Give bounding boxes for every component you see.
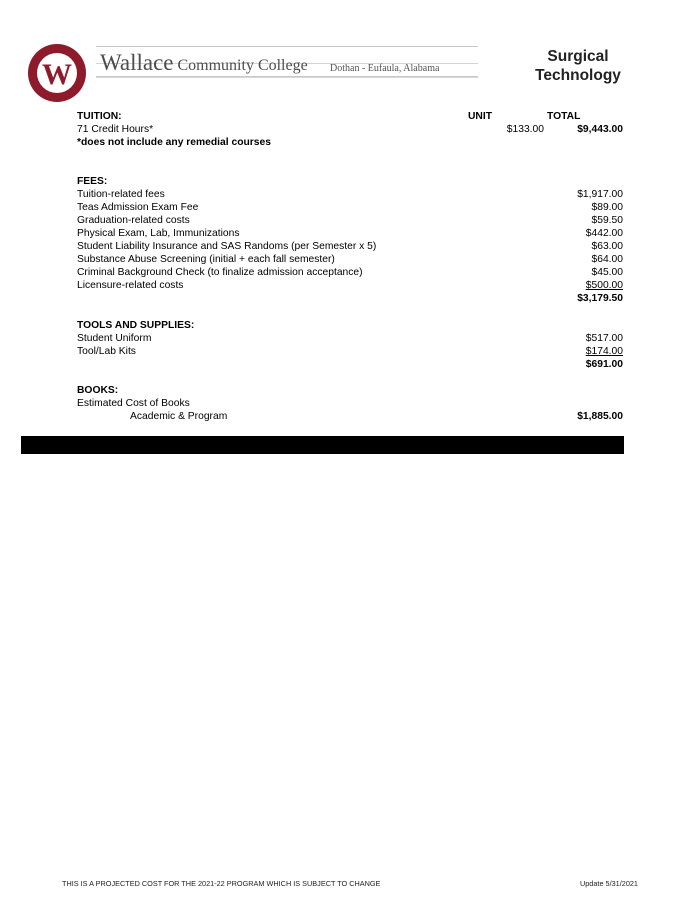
books-estimate-label: Estimated Cost of Books [77, 398, 190, 409]
fee-label: Criminal Background Check (to finalize admission acceptance) [77, 267, 363, 278]
svg-text:W: W [42, 58, 72, 91]
fee-label: Physical Exam, Lab, Immunizations [77, 228, 240, 239]
tools-subtotal: $691.00 [585, 359, 623, 370]
fee-amount: $63.00 [591, 241, 623, 252]
books-heading: BOOKS: [77, 385, 119, 396]
fee-amount: $442.00 [585, 228, 623, 239]
fee-amount: $59.50 [591, 215, 623, 226]
tuition-heading: TUITION: [77, 111, 122, 122]
credit-hours-label: 71 Credit Hours* [77, 124, 154, 135]
program-title: Surgical Technology [535, 48, 621, 84]
fee-label: Graduation-related costs [77, 215, 190, 226]
fee-amount: $89.00 [591, 202, 623, 213]
college-name: Wallace Community College [100, 50, 308, 75]
header-rule-top [96, 46, 478, 47]
total-column-header: TOTAL [547, 111, 581, 122]
tools-heading: TOOLS AND SUPPLIES: [77, 320, 195, 331]
tuition-total: $9,443.00 [577, 124, 623, 135]
fee-label: Teas Admission Exam Fee [77, 202, 199, 213]
tuition-note: *does not include any remedial courses [77, 137, 271, 148]
college-logo [28, 44, 86, 102]
fees-heading: FEES: [77, 176, 108, 187]
fee-amount: $64.00 [591, 254, 623, 265]
fee-label: Student Liability Insurance and SAS Randoms (per Semester x 5) [77, 241, 377, 252]
fee-label: Tuition-related fees [77, 189, 165, 200]
black-divider-bar [21, 436, 624, 454]
fees-subtotal: $3,179.50 [577, 293, 623, 304]
tools-item-amount: $174.00 [585, 346, 623, 357]
credit-hour-unit-cost: $133.00 [506, 124, 544, 135]
fee-amount: $45.00 [591, 267, 623, 278]
books-amount: $1,885.00 [577, 411, 623, 422]
fee-amount: $1,917.00 [577, 189, 623, 200]
footer-disclaimer: THIS IS A PROJECTED COST FOR THE 2021-22 PROGRAM WHICH IS SUBJECT TO CHANGE [62, 879, 381, 888]
tools-item-amount: $517.00 [585, 333, 623, 344]
header-rule-bottom [96, 76, 478, 78]
tools-item-label: Tool/Lab Kits [77, 346, 136, 357]
fee-amount: $500.00 [585, 280, 623, 291]
fee-label: Licensure-related costs [77, 280, 184, 291]
tools-item-label: Student Uniform [77, 333, 152, 344]
fee-label: Substance Abuse Screening (initial + each fall semester) [77, 254, 335, 265]
footer-update-date: Update 5/31/2021 [579, 879, 638, 888]
unit-column-header: UNIT [468, 111, 493, 122]
books-category-label: Academic & Program [130, 411, 228, 422]
college-location: Dothan - Eufaula, Alabama [330, 63, 440, 74]
